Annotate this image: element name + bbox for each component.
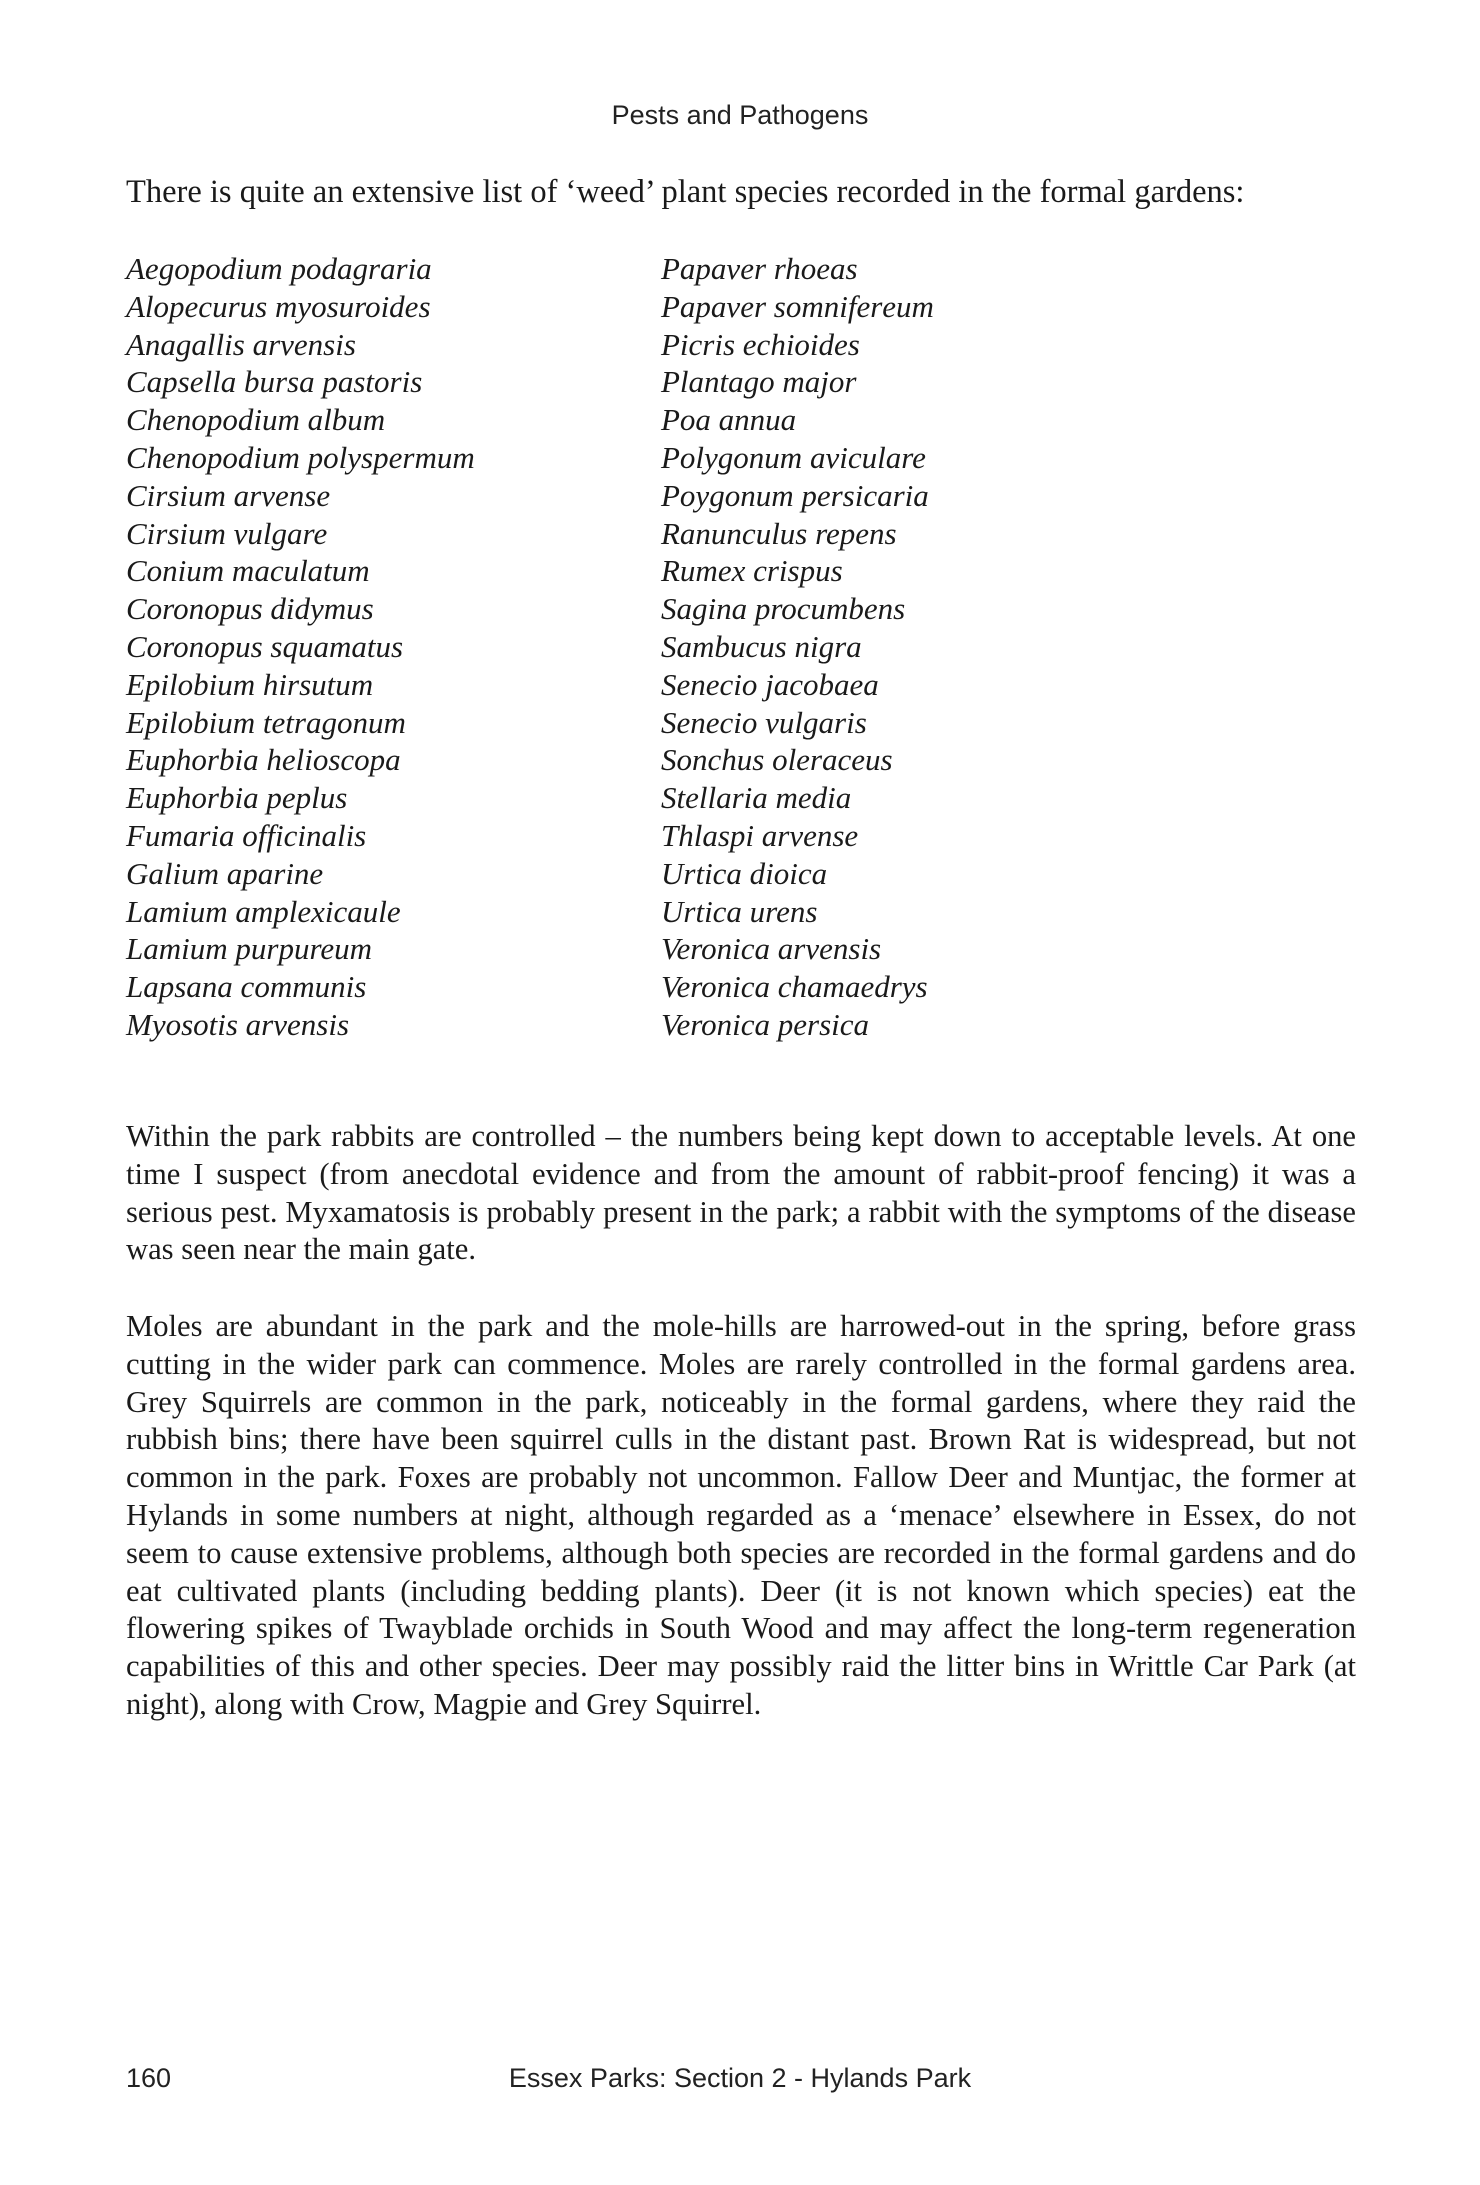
- paragraph-moles-and-mammals: Moles are abundant in the park and the mole-hills are harrowed-out in the spring, before grass cutting in the wider park can commence. Moles are rarely controlled in the formal gardens area. Grey Squirrels are common in the park, noticeably in the formal gardens, where they raid the rubbish bins; there have been squirrel culls in the distant past. Brown Rat is widespread, but not common in the park. Foxes are probably not uncommon. Fallow Deer and Muntjac, the former at Hylands in some numbers at night, although regarded as a ‘menace’ elsewhere in Essex, do not seem to cause extensive problems, although both species are recorded in the formal gardens and do eat cultivated plants (including bedding plants). Deer (it is not known which species) eat the flowering spikes of Twayblade orchids in South Wood and may affect the long-term regeneration capabilities of this and other species. Deer may possibly raid the litter bins in Writtle Car Park (at night), along with Crow, Magpie and Grey Squirrel.: [126, 1309, 1356, 1721]
- species-item: Thlaspi arvense: [661, 817, 859, 853]
- species-item: Anagallis arvensis: [126, 326, 356, 362]
- paragraph-rabbits: Within the park rabbits are controlled – the numbers being kept down to acceptable levels. At one time I suspect (from anecdotal evidence and from the amount of rabbit-proof fencing) it was a serious pest. Myxamatosis is probably present in the park; a rabbit with the symptoms of the disease was seen near the main gate.: [126, 1119, 1356, 1267]
- species-item: Lamium amplexicaule: [126, 893, 401, 929]
- species-item: Fumaria officinalis: [126, 817, 367, 853]
- species-item: Poygonum persicaria: [661, 477, 929, 513]
- species-item: Senecio jacobaea: [661, 666, 879, 702]
- species-item: Sonchus oleraceus: [661, 742, 893, 778]
- species-item: Cirsium arvense: [126, 477, 331, 513]
- intro-sentence: There is quite an extensive list of ‘weed’ plant species recorded in the formal gardens:: [126, 174, 1245, 210]
- species-item: Euphorbia helioscopa: [126, 742, 401, 778]
- species-item: Veronica chamaedrys: [661, 969, 928, 1005]
- page-number: 160: [126, 2063, 172, 2093]
- species-item: Papaver somniferеum: [661, 288, 934, 324]
- species-item: Capsella bursa pastoris: [126, 364, 423, 400]
- species-item: Conium maculatum: [126, 553, 370, 589]
- species-item: Aegopodium podagraria: [126, 251, 432, 286]
- species-item: Urtica urens: [661, 893, 818, 929]
- species-item: Polygonum aviculare: [661, 439, 926, 475]
- running-footer-title: Essex Parks: Section 2 - Hylands Park: [508, 2063, 972, 2093]
- species-item: Sagina procumbens: [661, 591, 906, 627]
- species-item: Senecio vulgaris: [661, 704, 867, 740]
- species-item: Epilobium hirsutum: [126, 666, 374, 702]
- species-item: Cirsium vulgare: [126, 515, 328, 551]
- species-item: Poa annua: [661, 402, 797, 438]
- species-item: Picris echioides: [661, 326, 860, 362]
- species-list-left: [126, 250, 626, 1044]
- species-item: Ranunculus repens: [661, 515, 897, 551]
- species-item: Plantago major: [661, 364, 857, 400]
- species-item: Lamium purpureum: [126, 931, 373, 967]
- species-item: Coronopus squamatus: [126, 628, 404, 664]
- species-item: Coronopus didymus: [126, 591, 374, 627]
- species-item: Veronica arvensis: [661, 931, 882, 967]
- running-header: Pests and Pathogens: [611, 100, 869, 130]
- species-item: Lapsana communis: [126, 969, 367, 1005]
- species-item: Alopecurus myosuroides: [126, 288, 431, 324]
- species-list-right: [661, 250, 1181, 1044]
- species-item: Papaver rhoeas: [661, 251, 858, 286]
- species-item: Epilobium tetragonum: [126, 704, 406, 740]
- species-item: Stellaria media: [661, 780, 852, 816]
- species-item: Myosotis arvensis: [126, 1006, 350, 1042]
- species-item: Galium aparine: [126, 855, 324, 891]
- species-item: Urtica dioica: [661, 855, 828, 891]
- species-item: Rumex crispus: [661, 553, 843, 589]
- species-item: Sambucus nigra: [661, 628, 862, 664]
- species-item: Euphorbia peplus: [126, 780, 348, 816]
- species-item: Chenopodium album: [126, 402, 386, 438]
- species-item: Chenopodium polyspermum: [126, 439, 475, 475]
- species-item: Veronica persica: [661, 1006, 870, 1042]
